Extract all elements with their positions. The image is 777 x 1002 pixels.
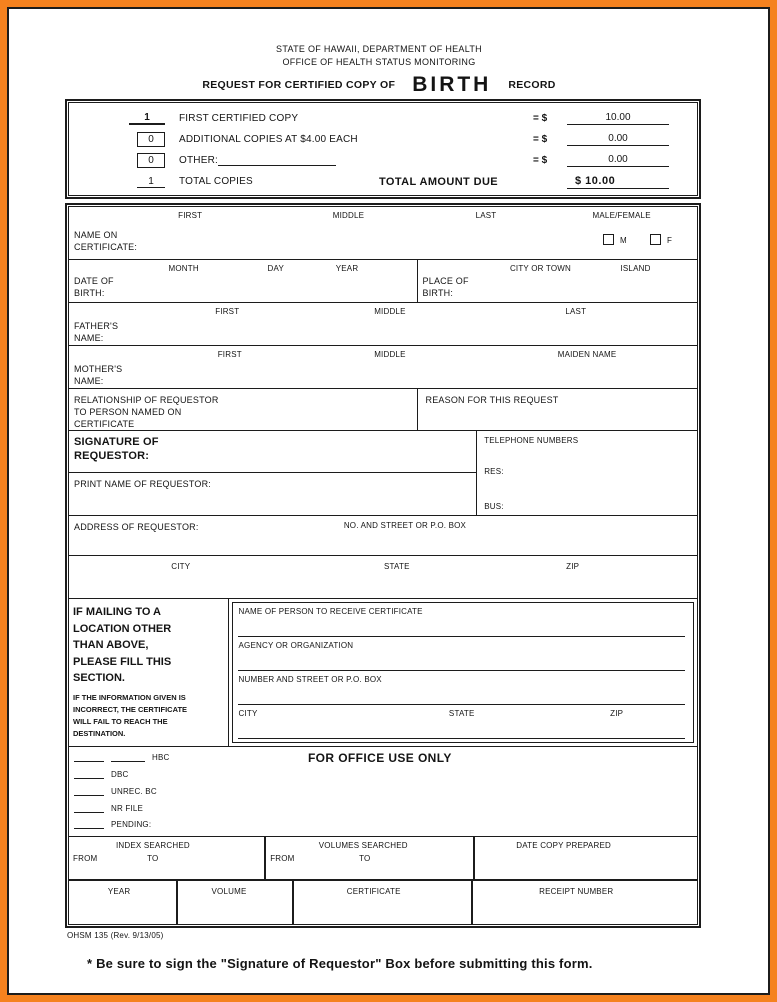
male-female-header: MALE/FEMALE bbox=[592, 211, 651, 221]
fee-box bbox=[65, 99, 701, 199]
print-name-cell[interactable] bbox=[69, 473, 476, 515]
year-column-header: YEAR bbox=[107, 887, 131, 897]
female-checkbox-label: F bbox=[667, 236, 672, 246]
fee-row-other bbox=[69, 150, 697, 171]
agency-field[interactable] bbox=[233, 637, 694, 671]
record-reference-row bbox=[69, 879, 697, 924]
nrfile-blank-line[interactable] bbox=[74, 804, 104, 813]
volume-cell[interactable] bbox=[178, 881, 294, 924]
form-header bbox=[61, 43, 697, 97]
additional-copies-qty-field[interactable]: 0 bbox=[137, 132, 165, 147]
birth-row bbox=[69, 260, 697, 303]
dbc-label: DBC bbox=[111, 770, 129, 780]
mailing-instruction-small: IF THE INFORMATION GIVEN IS INCORRECT, THE CERTIFICATE WILL FAIL TO REACH THE DESTINATION. bbox=[73, 692, 188, 738]
additional-copies-label: ADDITIONAL COPIES AT $4.00 EACH bbox=[179, 134, 358, 146]
father-name-label: FATHER'S NAME: bbox=[74, 321, 119, 344]
fee-row-additional bbox=[69, 129, 697, 150]
month-header: MONTH bbox=[168, 264, 199, 274]
certificate-cell[interactable] bbox=[294, 881, 474, 924]
city-or-town-header: CITY OR TOWN bbox=[509, 264, 572, 274]
mailing-instructions-cell bbox=[69, 599, 229, 746]
zip-header: ZIP bbox=[566, 562, 580, 572]
father-middle-header: MIDDLE bbox=[374, 307, 406, 317]
form-title bbox=[61, 73, 697, 97]
equals-dollar-label: = $ bbox=[533, 155, 548, 167]
relationship-reason-row bbox=[69, 389, 697, 431]
agency-label: AGENCY OR ORGANIZATION bbox=[238, 641, 354, 651]
father-last-header: LAST bbox=[565, 307, 587, 317]
fee-qty-wrap bbox=[69, 112, 165, 125]
receive-name-field[interactable] bbox=[233, 603, 694, 637]
office-use-title: FOR OFFICE USE ONLY bbox=[307, 751, 452, 766]
fee-qty-wrap bbox=[69, 176, 165, 188]
other-label bbox=[179, 155, 336, 166]
year-cell[interactable] bbox=[69, 881, 178, 924]
title-prefix: REQUEST FOR CERTIFIED COPY OF bbox=[202, 79, 396, 92]
date-of-birth-cell bbox=[69, 260, 418, 302]
street-po-box-header: NO. AND STREET OR P.O. BOX bbox=[343, 521, 467, 531]
place-of-birth-cell bbox=[418, 260, 697, 302]
office-check-hbc bbox=[74, 753, 170, 762]
mail-street-label: NUMBER AND STREET OR P.O. BOX bbox=[238, 675, 382, 685]
receipt-number-column-header: RECEIPT NUMBER bbox=[539, 887, 614, 897]
address-of-requestor-label: ADDRESS OF REQUESTOR: bbox=[74, 522, 199, 533]
hbc-label: HBC bbox=[152, 753, 170, 763]
bus-phone-label: BUS: bbox=[484, 502, 504, 512]
volumes-searched-header: VOLUMES SEARCHED bbox=[318, 841, 408, 851]
total-copies-label: TOTAL COPIES bbox=[179, 176, 253, 188]
checkbox-male[interactable] bbox=[603, 234, 614, 245]
index-to-label: TO bbox=[147, 854, 159, 864]
relationship-cell bbox=[69, 389, 418, 430]
date-copy-prepared-header: DATE COPY PREPARED bbox=[516, 841, 611, 851]
certificate-column-header: CERTIFICATE bbox=[346, 887, 401, 897]
city-state-zip-row[interactable] bbox=[69, 556, 697, 599]
first-copy-qty-field[interactable]: 1 bbox=[129, 112, 165, 125]
reason-cell bbox=[418, 389, 697, 430]
relationship-label: RELATIONSHIP OF REQUESTOR TO PERSON NAMED ON CERTIFICATE bbox=[74, 395, 219, 430]
fee-qty-wrap bbox=[69, 132, 165, 147]
signature-label: SIGNATURE OF REQUESTOR: bbox=[74, 436, 159, 463]
mailing-section bbox=[69, 599, 697, 747]
fee-box-inner bbox=[68, 102, 698, 196]
dbc-blank-line[interactable] bbox=[74, 770, 104, 779]
print-name-label: PRINT NAME OF REQUESTOR: bbox=[74, 479, 211, 490]
total-copies-qty-field[interactable]: 1 bbox=[137, 176, 165, 188]
male-checkbox-label: M bbox=[620, 236, 627, 246]
first-copy-label: FIRST CERTIFIED COPY bbox=[179, 113, 299, 125]
mail-city-state-zip-field[interactable] bbox=[233, 705, 694, 739]
office-check-nrfile bbox=[74, 804, 143, 813]
other-label-text: OTHER: bbox=[179, 155, 218, 167]
date-of-birth-label: DATE OF BIRTH: bbox=[74, 276, 114, 299]
signature-reminder-note: * Be sure to sign the "Signature of Requestor" Box before submitting this form. bbox=[87, 956, 593, 972]
dept-line1: STATE OF HAWAII, DEPARTMENT OF HEALTH bbox=[276, 44, 482, 54]
other-write-line[interactable] bbox=[218, 157, 336, 166]
volumes-to-label: TO bbox=[359, 854, 371, 864]
title-suffix: RECORD bbox=[508, 79, 556, 92]
mother-maiden-header: MAIDEN NAME bbox=[557, 350, 617, 360]
name-first-header: FIRST bbox=[178, 211, 203, 221]
fee-qty-wrap bbox=[69, 153, 165, 168]
main-form-inner bbox=[68, 206, 698, 925]
total-amount-field[interactable]: $ 10.00 bbox=[567, 175, 669, 189]
office-check-pending bbox=[74, 820, 151, 829]
search-row bbox=[69, 837, 697, 879]
first-copy-amount-field[interactable]: 10.00 bbox=[567, 112, 669, 125]
equals-dollar-label: = $ bbox=[533, 113, 548, 125]
dept-line2: OFFICE OF HEALTH STATUS MONITORING bbox=[282, 56, 476, 67]
state-header: STATE bbox=[384, 562, 410, 572]
total-amount-due-label: TOTAL AMOUNT DUE bbox=[379, 175, 499, 188]
mail-city-header: CITY bbox=[238, 709, 258, 719]
other-qty-field[interactable]: 0 bbox=[137, 153, 165, 168]
name-on-certificate-row bbox=[69, 207, 697, 260]
mother-first-header: FIRST bbox=[217, 350, 242, 360]
form-number: OHSM 135 (Rev. 9/13/05) bbox=[67, 931, 164, 941]
res-phone-label: RES: bbox=[484, 467, 504, 477]
day-header: DAY bbox=[267, 264, 284, 274]
signature-left-column bbox=[69, 431, 477, 515]
name-last-header: LAST bbox=[475, 211, 497, 221]
hbc-blank-line-1[interactable] bbox=[74, 753, 104, 762]
mailing-fields-box bbox=[232, 602, 695, 743]
office-use-section bbox=[69, 747, 697, 837]
city-header: CITY bbox=[171, 562, 191, 572]
index-searched-cell[interactable] bbox=[69, 837, 266, 879]
mailing-instruction-bold: IF MAILING TO A LOCATION OTHER THAN ABOVE, PLEASE FILL THIS SECTION. bbox=[73, 606, 172, 685]
address-row[interactable] bbox=[69, 516, 697, 556]
mail-city-line[interactable] bbox=[238, 738, 686, 739]
name-middle-header: MIDDLE bbox=[332, 211, 365, 221]
volumes-from-label: FROM bbox=[270, 854, 295, 864]
fee-row-total bbox=[69, 171, 697, 192]
nrfile-label: NR FILE bbox=[111, 804, 144, 814]
mailing-fields-cell bbox=[229, 599, 698, 746]
signature-cell[interactable] bbox=[69, 431, 476, 473]
record-type: BIRTH bbox=[412, 73, 492, 97]
year-header: YEAR bbox=[335, 264, 359, 274]
signature-block bbox=[69, 431, 697, 516]
pending-blank-line[interactable] bbox=[74, 820, 104, 829]
volume-column-header: VOLUME bbox=[211, 887, 247, 897]
fee-row-first-copy bbox=[69, 108, 697, 129]
office-check-unrec bbox=[74, 787, 157, 796]
telephone-numbers-label: TELEPHONE NUMBERS bbox=[484, 436, 579, 446]
receipt-number-cell[interactable] bbox=[473, 881, 697, 924]
form-sheet bbox=[7, 7, 770, 995]
hbc-blank-line-2[interactable] bbox=[111, 753, 145, 762]
mother-middle-header: MIDDLE bbox=[374, 350, 406, 360]
telephone-cell bbox=[477, 431, 697, 515]
other-amount-field[interactable]: 0.00 bbox=[567, 154, 669, 167]
checkbox-female[interactable] bbox=[650, 234, 661, 245]
father-name-row bbox=[69, 303, 697, 346]
equals-dollar-label: = $ bbox=[533, 134, 548, 146]
volumes-searched-cell[interactable] bbox=[266, 837, 474, 879]
mother-name-label: MOTHER'S NAME: bbox=[74, 364, 123, 387]
office-check-dbc bbox=[74, 770, 129, 779]
reason-label: REASON FOR THIS REQUEST bbox=[425, 395, 559, 406]
unrec-label: UNREC. BC bbox=[111, 787, 157, 797]
additional-copies-amount-field[interactable]: 0.00 bbox=[567, 133, 669, 146]
mail-zip-header: ZIP bbox=[610, 709, 624, 719]
island-header: ISLAND bbox=[620, 264, 651, 274]
pending-label: PENDING: bbox=[111, 820, 152, 830]
mail-state-header: STATE bbox=[448, 709, 475, 719]
name-on-certificate-label: NAME ON CERTIFICATE: bbox=[74, 230, 138, 253]
father-first-header: FIRST bbox=[215, 307, 240, 317]
unrec-blank-line[interactable] bbox=[74, 787, 104, 796]
mother-name-row bbox=[69, 346, 697, 389]
place-of-birth-label: PLACE OF BIRTH: bbox=[422, 276, 469, 299]
main-form-box bbox=[65, 203, 701, 928]
date-copy-prepared-cell[interactable] bbox=[475, 837, 697, 879]
index-from-label: FROM bbox=[73, 854, 98, 864]
receive-name-label: NAME OF PERSON TO RECEIVE CERTIFICATE bbox=[238, 607, 423, 617]
index-searched-header: INDEX SEARCHED bbox=[115, 841, 190, 851]
mail-street-field[interactable] bbox=[233, 671, 694, 705]
